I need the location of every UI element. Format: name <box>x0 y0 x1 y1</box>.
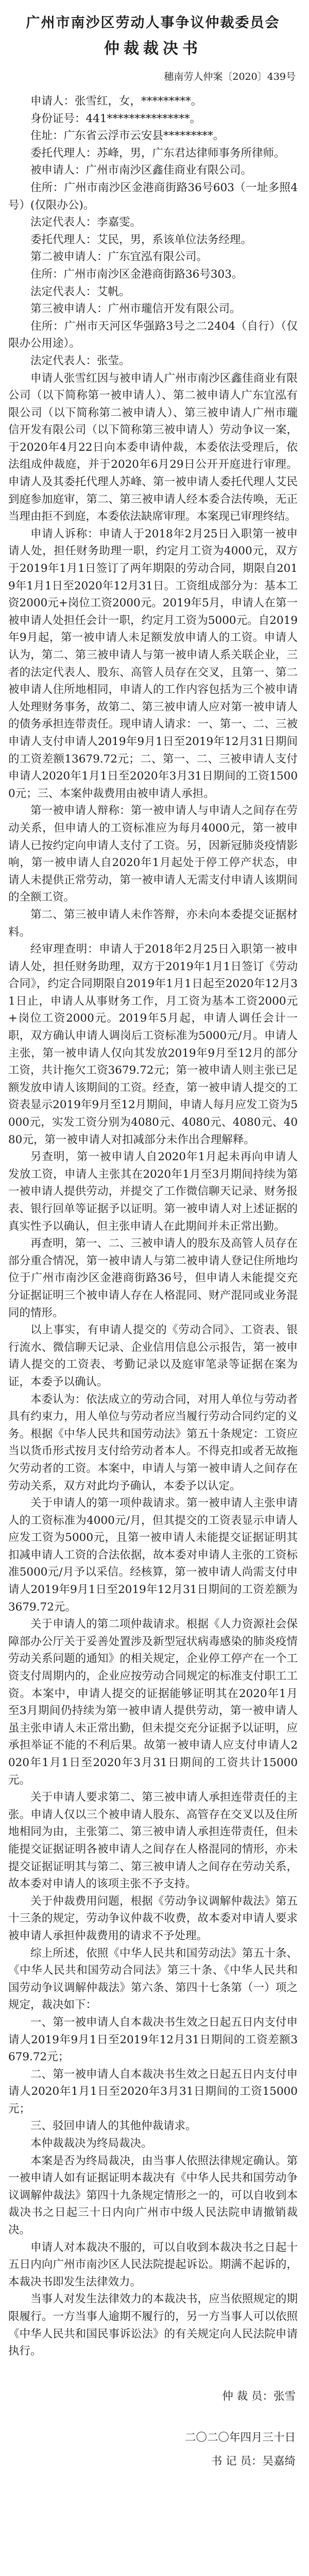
body-paragraph: 申请人诉称：申请人于2018年2月25日入职第一被申请人处，担任财务助理一职，约定月工资为4000元，双方于2019年1月1日签订了两年期限的劳动合同，期限自2019年1月1日至2020年12月31日。工资组成部分为：基本工资2000元+岗位工资2000元。2019年5月，申请人在第一被申请人处担任会计一职，约定月工资为5000元。自2019年9月起，第一被申请人未足额发放申请人的工资。申请人认为，第二、第三被申请人与第一被申请人系关联企业，三者的法定代表人、股东、高管人员存在交叉，且第一、第二被申请人住所地相同，申请人的工作内容包括为三个被申请人处理财务事务，故第二、第三被申请人应对第一被申请人的债务承担连带责任。现申请人请求：一、第一、二、三被申请人支付申请人2019年9月1日至2019年12月31日期间的工资差额13679.72元；二、第一、二、三被申请人支付申请人2020年1月1日至2020年3月31日期间的工资15000元；三、本案仲裁费用由被申请人承担。 <box>8 527 298 800</box>
body-paragraph: 再查明，第一、二、三被申请人的股东及高管人员存在部分重合情况，第一被申请人与第二被申请人登记住所地均位于广州市南沙区金港商街路36号，但申请人未能提交充分证据证明三个被申请人存在人格混同、财产混同或业务混同的情形。 <box>8 1237 298 1319</box>
body-paragraph: 关于申请人的第二项仲裁请求。根据《人力资源社会保障部办公厅关于妥善处置涉及新型冠状病毒感染的肺炎疫情劳动关系问题的通知》的相关规定，企业停工停产在一个工资支付周期内的，企业应按劳动合同规定的标准支付职工工资。本案中，申请人提交的证据能够证明其在2020年1月至3月期间仍持续为第一被申请人提供劳动，第一被申请人虽主张申请人未正常出勤，但未提交充分证据予以证明，应承担举证不能的不利后果。故第一被申请人应支付申请人2020年1月1日至2020年3月31日期间的工资共计15000元。 <box>8 1618 298 1787</box>
body-paragraph: 申请人对本裁决不服的，可以自收到本裁决书之日起十五日内向广州市南沙区人民法院提起诉讼。期满不起诉的，本裁决书即发生法律效力。 <box>8 2241 298 2289</box>
clerk-name: 吴嘉绮 <box>262 2454 296 2468</box>
party-line: 申请人：张雪红，女，*********。 <box>30 95 202 108</box>
issue-date: 二〇二〇年四月三十日 <box>184 2431 296 2444</box>
parties-section <box>8 93 298 370</box>
party-line: 法定代表人：张莹。 <box>30 354 130 367</box>
party-line: 身份证号：441***************。 <box>30 112 201 125</box>
body-paragraph: 关于申请人要求第二、第三被申请人承担连带责任的主张。申请人仅以三个被申请人股东、高管存在交叉以及住所地相同为由，主张第二、第三被申请人承担连带责任，但未能提交证据证明各被申请人之间存在人格混同的情形，亦未提交证据证明其与第二、第三被申请人之间存在劳动关系，故本委对申请人的该项主张不予支持。 <box>8 1791 298 1891</box>
issuing-organization: 广州市南沙区劳动人事争议仲裁委员会 <box>26 15 280 31</box>
ruling-item: 一、第一被申请人自本裁决书生效之日起五日内支付申请人2019年9月1日至2019年12月31日期间的工资差额3679.72元； <box>8 2015 298 2064</box>
body-paragraph: 综上所述，依照《中华人民共和国劳动法》第五十条、《中华人民共和国劳动合同法》第三十条、《中华人民共和国劳动争议调解仲裁法》第六条、第四十七条第（一）项之规定，裁决如下： <box>8 1946 298 2012</box>
party-line: 住址：广东省云浮市云安县*********。 <box>30 129 225 143</box>
body-paragraph: 本委认为：依法成立的劳动合同，对用人单位与劳动者具有约束力，用人单位与劳动者应当履行劳动合同约定的义务。根据《中华人民共和国劳动法》第五十条规定：工资应当以货币形式按月支付给劳动者本人。不得克扣或者无故拖欠劳动者的工资。本案中，申请人与第一被申请人之间存在劳动关系，双方对此均予确认，本委予以认定。 <box>8 1393 298 1493</box>
arbitrator-name: 张雪 <box>273 2389 296 2403</box>
signature-block <box>8 2388 298 2470</box>
case-number: 穗南劳人仲案〔2020〕439号 <box>164 71 296 82</box>
clerk-line <box>8 2453 298 2470</box>
body-paragraph: 经审理查明：申请人于2018年2月25日入职第一被申请人处，担任财务助理，双方于2019年1月1日签订《劳动合同》，约定合同期限自2019年1月1日起至2020年12月31日止，申请人从事财务工作，月工资为基本工资2000元+岗位工资2000元。2019年5月起，申请人调任会计一职，双方确认申请人调岗后工资标准为5000元/月。申请人主张，第一被申请人仅向其发放2019年9月至12月的部分工资，共计拖欠工资3679.72元；第一被申请人则主张已足额发放申请人该期间的工资。经查，第一被申请人提交的工资表显示2019年9月至12月期间，申请人每月应发工资为5000元，实发工资分别为4080元、4080元、4080元、4080元，第一被申请人对扣减部分未作出合理解释。 <box>8 943 298 1146</box>
party-line: 法定代表人：李嘉雯。 <box>30 216 142 229</box>
body-paragraph: 关于申请人的第一项仲裁请求。第一被申请人主张申请人的工资标准为4000元/月，但其提交的工资表显示申请人应发工资为5000元，且第一被申请人未能提交证据证明其扣减申请人工资的合法依据，故本委对申请人主张的工资标准5000元/月予以采信。经核算，第一被申请人尚需支付申请人2019年9月1日至2019年12月31日期间的工资差额为3679.72元。 <box>8 1497 298 1614</box>
body-paragraph: 以上事实，有申请人提交的《劳动合同》、工资表、银行流水、微信聊天记录、企业信用信息公示报告，第一被申请人提交的工资表、考勤记录以及庭审笔录等证据在案为证，本委予以确认。 <box>8 1324 298 1388</box>
body-paragraph: 第二、第三被申请人未作答辩，亦未向本委提交证据材料。 <box>8 908 298 939</box>
arbitrator-line <box>8 2388 298 2405</box>
party-line: 委托代理人：艾民，男，系该单位法务经理。 <box>30 233 252 246</box>
body-paragraph: 申请人张雪红因与被申请人广州市南沙区鑫佳商业有限公司（以下简称第一被申请人）、第二被申请人广东宜泓有限公司（以下简称第二被申请人）、第三被申请人广州市瓏信开发有限公司（以下简称第三被申请人）劳动争议一案，于2020年4月22日向本委申请仲裁，本委依法受理后，依法组成仲裁庭，并于2020年6月29日公开开庭进行审理。申请人及其委托代理人苏峰、第一被申请人委托代理人艾民到庭参加庭审，第二、第三被申请人经本委合法传唤，无正当理由拒不到庭，本委依法缺席审理。本案现已审理终结。 <box>8 371 298 523</box>
clerk-label: 书 记 员： <box>211 2454 263 2468</box>
party-line: 住所：广州市南沙区金港商街路36号603（一址多照4号）(仅限办公)。 <box>8 181 298 212</box>
ruling-body <box>8 370 298 2360</box>
party-line: 被申请人：广州市南沙区鑫佳商业有限公司。 <box>30 164 252 177</box>
body-paragraph: 本案是否为终局裁决，由当事人依照法律规定确认。第一被申请人如有证据证明本裁决有《中华人民共和国劳动争议调解仲裁法》第四十九条规定情形之一的，可以自收到本裁决书之日起三十日内向广州市中级人民法院申请撤销裁决。 <box>8 2154 298 2237</box>
party-line: 第三被申请人：广州市瓏信开发有限公司。 <box>30 302 241 316</box>
party-line: 法定代表人：艾帆。 <box>30 285 130 298</box>
ruling-item: 三、驳回申请人的其他仲裁请求。 <box>30 2120 197 2133</box>
party-line: 委托代理人：苏峰，男，广东君达律师事务所律师。 <box>30 146 285 160</box>
body-paragraph: 本仲裁裁决为终局裁决。 <box>30 2137 152 2150</box>
party-line: 第二被申请人：广东宜泓有限公司。 <box>30 250 208 264</box>
body-paragraph: 第一被申请人辩称：第一被申请人与申请人之间存在劳动关系，但申请人的工资标准应为每月4000元，第一被申请人已按约定向申请人支付了工资。另，因新冠肺炎疫情影响，第一被申请人自2020年1月起处于停工停产状态，申请人未提供正常劳动，第一被申请人无需支付申请人该期间的全额工资。 <box>8 804 298 904</box>
body-paragraph: 当事人对发生法律效力的本裁决书，应当依照规定的期限履行。一方当事人逾期不履行的，另一方当事人可以依照《中华人民共和国民事诉讼法》的有关规定向人民法院申请执行。 <box>8 2293 298 2358</box>
arbitrator-label: 仲 裁 员： <box>222 2389 273 2403</box>
party-line: 住所：广州市南沙区金港商街路36号303。 <box>30 267 243 281</box>
ruling-item: 二、第一被申请人自本裁决书生效之日起五日内支付申请人2020年1月1日至2020年3月31日期间的工资15000元； <box>8 2067 298 2115</box>
document-title: 仲裁裁决书 <box>104 40 202 58</box>
body-paragraph: 另查明，第一被申请人自2020年1月起未再向申请人发放工资，申请人主张其在2020年1月至3月期间持续为第一被申请人提供劳动，并提交了工作微信聊天记录、财务报表、银行回单等证据予以证明。第一被申请人对上述证据的真实性予以确认，但主张申请人在此期间并未正常出勤。 <box>8 1150 298 1233</box>
body-paragraph: 关于仲裁费用问题，根据《劳动争议调解仲裁法》第五十三条的规定，劳动争议仲裁不收费，故本委对申请人要求被申请人承担仲裁费用的请求不予处理。 <box>8 1894 298 1942</box>
party-line: 住所：广州市天河区华强路3号之二2404（自行）（仅限办公用途）。 <box>8 319 298 350</box>
